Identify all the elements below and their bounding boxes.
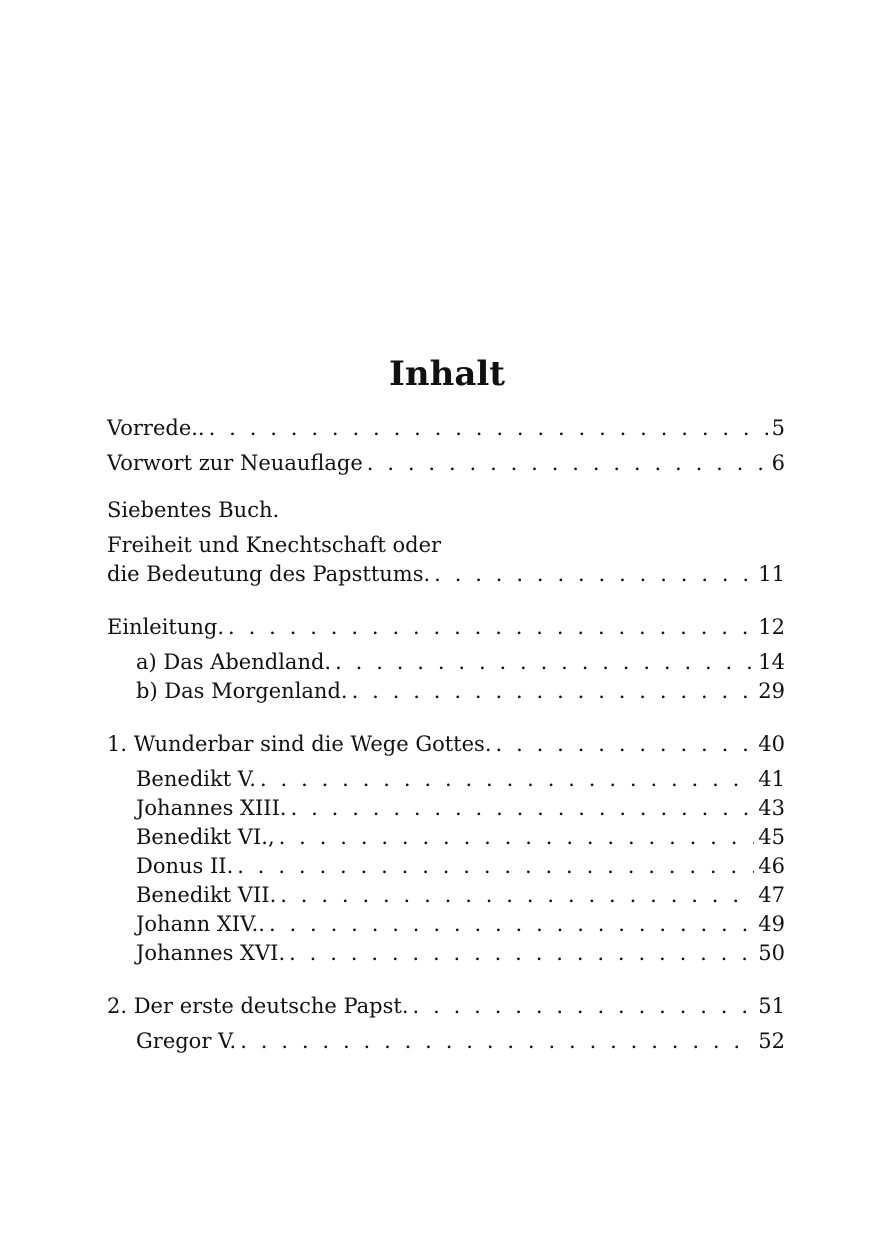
toc-subentry [107, 939, 785, 968]
toc-page-number: 41 [754, 765, 785, 794]
dot-leader [434, 560, 754, 589]
dot-leader [352, 677, 755, 706]
toc-entry-label: Einleitung. [107, 613, 228, 642]
toc-page-number: 45 [754, 823, 785, 852]
toc-page-number: 50 [754, 939, 785, 968]
dot-leader [335, 648, 754, 677]
toc-subentry [107, 677, 785, 706]
toc-subentry [107, 910, 785, 939]
toc-entry-chapter-1 [107, 730, 785, 759]
book-heading: Siebentes Buch. [107, 498, 280, 522]
toc-entry-label: Benedikt VII. [136, 881, 280, 910]
toc-subentry [107, 1027, 785, 1056]
toc-page-number: 14 [754, 648, 785, 677]
toc-page-number: 40 [754, 730, 785, 759]
dot-leader [413, 992, 755, 1021]
toc-subentry [107, 648, 785, 677]
toc-entry-book-subtitle [107, 560, 785, 589]
toc-page-number: 43 [754, 794, 785, 823]
toc-entry-einleitung [107, 613, 785, 642]
toc-entry-vorwort [107, 449, 785, 478]
toc-subentry [107, 765, 785, 794]
book-subtitle-line1: Freiheit und Knechtschaft oder [107, 533, 442, 557]
toc-subentry [107, 852, 785, 881]
toc-page-number: 47 [754, 881, 785, 910]
toc-entry-label: Donus II. [136, 852, 237, 881]
toc-page-number: 29 [754, 677, 785, 706]
toc-subentry [107, 881, 785, 910]
dot-leader [260, 765, 754, 794]
dot-leader [228, 613, 754, 642]
dot-leader [240, 1027, 754, 1056]
toc-entry-label: Johannes XIII. [136, 794, 291, 823]
dot-leader [269, 910, 754, 939]
toc-page-number: 52 [754, 1027, 785, 1056]
toc-entry-vorrede [107, 414, 785, 443]
toc-entry-label: a) Das Abendland. [136, 648, 335, 677]
dot-leader [280, 881, 754, 910]
toc-entry-label: Benedikt V. [136, 765, 260, 794]
dot-leader [289, 939, 754, 968]
toc-page-number: 46 [754, 852, 785, 881]
dot-leader [291, 794, 755, 823]
dot-leader [279, 823, 755, 852]
page-title: Inhalt [389, 354, 505, 394]
toc-entry-label: 1. Wunderbar sind die Wege Gottes. [107, 730, 496, 759]
dot-leader [209, 414, 768, 443]
toc-entry-label: Johannes XVI. [136, 939, 289, 968]
toc-entry-label: Vorwort zur Neuauflage [107, 449, 367, 478]
toc-page-number: 12 [754, 613, 785, 642]
toc-page-number: 51 [754, 992, 785, 1021]
toc-page-number: 11 [754, 560, 785, 589]
toc-page-number: 49 [754, 910, 785, 939]
dot-leader [237, 852, 754, 881]
toc-entry-label: Benedikt VI., [136, 823, 279, 852]
toc-entry-label: Vorrede.. [107, 414, 209, 443]
toc-entry-chapter-2 [107, 992, 785, 1021]
dot-leader [496, 730, 755, 759]
toc-entry-label: 2. Der erste deutsche Papst. [107, 992, 413, 1021]
toc-page-number: 5 [768, 414, 785, 443]
table-of-contents [107, 414, 785, 1056]
toc-entry-label: Gregor V. [136, 1027, 240, 1056]
toc-page-number: 6 [768, 449, 785, 478]
toc-entry-label: die Bedeutung des Papsttums. [107, 560, 434, 589]
toc-entry-label: Johann XIV.. [136, 910, 269, 939]
toc-entry-label: b) Das Morgenland. [136, 677, 352, 706]
dot-leader [367, 449, 768, 478]
toc-subentry [107, 794, 785, 823]
toc-subentry [107, 823, 785, 852]
